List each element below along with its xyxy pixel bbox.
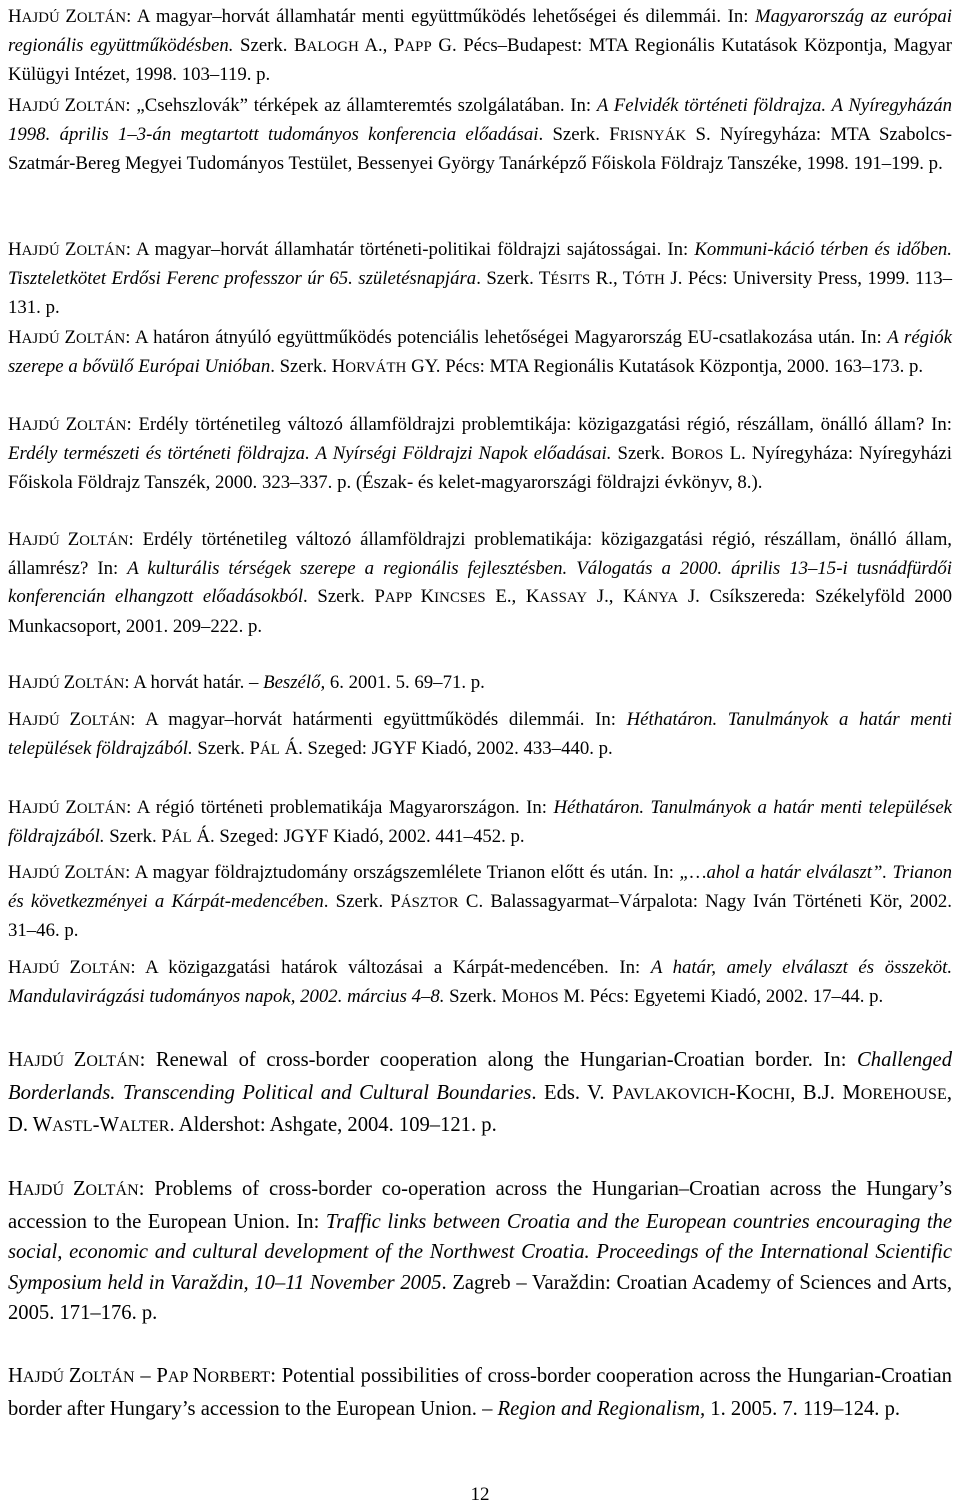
entry-title-text: Region and Regionalism, [497,1397,706,1420]
entry-text: Szerk. M [444,986,519,1008]
entry-smallcaps-text: AJDÚ [21,961,70,977]
entry-text: : A határon átnyúló együttműködés potenciális lehetőségei Magyarország EU-csatlakozása után. In: [125,327,888,348]
entry-text: H [8,672,22,693]
entry-text: Szerk. P [192,738,260,760]
entry-title-text: Traffic links between Croatia and the European countries encouraging the social, economic and cultural development of the Northwest Croatia. Proceedings of the International Scientific Symposium held in Varaždin, 10–11 November 2005 [8,1210,952,1294]
entry-text: H [8,327,22,348]
entry-smallcaps-text: ÁL [259,742,280,759]
entry-text: : A magyar–horvát államhatár menti együttműködés lehetőségei és dilemmái. In: [126,6,755,27]
entry-smallcaps-text: AJDÚ [21,801,66,817]
entry-text: M. Pécs: Egyetemi Kiadó, 2002. 17–44. p. [558,986,884,1008]
bib-entry [8,1174,952,1329]
entry-text: . Szerk. H [270,356,346,378]
entry-text: Z [67,529,80,550]
entry-text: -W [92,1114,119,1137]
entry-text: : Problems of cross-border co-operation across the Hungarian–Croatian across the Hungary’s accession to the European Union. In: [8,1178,952,1233]
entry-text: , D. W [8,1081,952,1137]
entry-text: Á. Szeged: JGYF Kiadó, 2002. 433–440. p. [279,738,613,760]
entry-text: Z [64,327,76,348]
entry-smallcaps-text: ORBERT [207,1369,271,1386]
entry-text: . Aldershot: Ashgate, 2004. 109–121. p. [169,1114,497,1137]
entry-text: Z [65,414,78,435]
entry-text: Z [69,957,82,978]
entry-text: : Erdély történetileg változó államföldrajzi problemtikája: közigazgatási régió, részállam, önálló állam? In: [126,414,952,435]
entry-smallcaps-text: AJDÚ [21,713,70,729]
entry-text: G. Pécs–Budapest: MTA Regionális Kutatások Központja, Magyar Külügyi Intézet, 1998. 103–119. p. [8,35,952,86]
entry-smallcaps-text: OLTÁN [75,331,126,347]
bib-entry [8,954,952,1012]
entry-text: R., T [590,268,635,290]
entry-text: H [8,239,22,260]
entry-text: : A közigazgatási határok változásai a Kárpát-medencében. In: [130,957,651,978]
entry-text: H [8,797,22,818]
entry-text: , B.J. M [790,1081,861,1104]
entry-text: Z [64,95,77,116]
entry-smallcaps-text: ÓTH [634,272,665,289]
entry-smallcaps-text: ÁSZTOR [400,895,459,912]
entry-text: H [8,414,22,435]
entry-title-text: Héthatáron. Tanulmányok a határ menti települések földrajzából. [8,797,952,848]
entry-smallcaps-text: AJDÚ [22,1182,73,1199]
entry-text: H [8,1178,23,1200]
entry-smallcaps-text: OLTÁN [79,533,129,549]
entry-text: K [420,586,435,608]
entry-text: Z [64,239,77,260]
entry-smallcaps-text: OLTÁN [86,1053,140,1070]
bib-entry [8,324,952,382]
bib-entry [8,526,952,641]
entry-smallcaps-text: AJDÚ [21,10,66,26]
bib-entry [8,411,952,498]
entry-smallcaps-text: OHOS [518,990,559,1007]
entry-smallcaps-text: OLTÁN [76,243,126,259]
entry-smallcaps-text: APP [384,590,421,607]
entry-text: N [192,1365,208,1387]
entry-smallcaps-text: AJDÚ [21,331,65,347]
entry-smallcaps-text: AJDÚ [21,99,65,115]
entry-smallcaps-text: AP [167,1369,193,1386]
entry-smallcaps-text: ÁNYA [636,590,679,607]
entry-text: – P [134,1365,168,1387]
entry-smallcaps-text: ASTL [52,1118,93,1136]
entry-text: H [8,6,22,27]
entry-smallcaps-text: INCSES [434,590,486,607]
entry-smallcaps-text: OLTÁN [76,99,126,115]
entry-text: H [8,1049,23,1071]
entry-title-text: A határ, amely elválaszt és összeköt. Mandulavirágzási tudományos napok, 2002. március 4–8. [8,957,953,1008]
entry-smallcaps-text: AJDÚ [22,1369,69,1386]
entry-title-text: Magyarország az európai regionális együttműködésben. [8,6,952,57]
entry-text: E., K [485,586,540,608]
entry-text: Á. Szeged: JGYF Kiadó, 2002. 441–452. p. [191,826,525,848]
entry-title-text: A kulturális térségek szerepe a regionális fejlesztésben. Válogatás a 2000. április 13–15-i tusnádfürdői konferencián elhangzott előadásokból [8,558,952,608]
entry-text: H [8,709,22,730]
entry-smallcaps-text: ORVÁTH [345,360,407,377]
entry-text: Szerk. P [104,826,172,848]
entry-text: J. Csíkszereda: Székelyföld 2000 Munkacsoport, 2001. 209–222. p. [8,586,952,637]
entry-text: -K [729,1081,751,1104]
entry-smallcaps-text: APP [404,39,432,56]
entry-text: : A magyar földrajztudomány országszemlélete Trianon előtt és után. In: [125,862,680,883]
entry-smallcaps-text: AJDÚ [21,866,65,882]
entry-title-text: A régiók szerepe a bővülő Európai Unióban [8,327,952,378]
entry-text: 6. 2001. 5. 69–71. p. [325,672,485,693]
entry-smallcaps-text: OLTÁN [76,801,127,817]
entry-text: Z [68,1365,82,1387]
entry-text: Szerk. B [611,443,684,465]
bib-entry [8,706,952,764]
entry-text: . Szerk. F [538,124,620,146]
entry-text: : „Csehszlovák” térképek az államteremtés szolgálatában. In: [125,95,597,116]
entry-title-text: A Felvidék történeti földrajza. A Nyíregyházán 1998. április 1–3-án megtartott tudományos konferencia előadásai [8,95,953,146]
entry-text: J., K [587,586,637,608]
entry-text: . Szerk. T [476,268,551,290]
entry-text: Z [65,6,77,27]
entry-text: H [8,529,22,550]
bib-entry [8,794,952,852]
entry-text: Z [72,1178,86,1200]
entry-text: Szerk. B [233,35,307,57]
entry-text: . Eds. V. P [531,1081,624,1104]
entry-smallcaps-text: OLTÁN [81,713,131,729]
entry-text: A., P [358,35,405,57]
entry-title-text: Kommuni-káció térben és időben. Tiszteletkötet Erdősi Ferenc professzor úr 65. születésnapjára [8,239,953,290]
entry-smallcaps-text: ÉSITS [550,272,591,289]
entry-text: : A magyar–horvát államhatár történeti-politikai földrajzi sajátosságai. In: [125,239,695,260]
entry-smallcaps-text: OLTÁN [77,418,127,434]
entry-text: L. Nyíregyháza: Nyíregyházi Főiskola Földrajz Tanszék, 2000. 323–337. p. (Észak- és kelet-magyarországi földrajzi évkönyv, 8.). [8,443,952,494]
entry-smallcaps-text: AJDÚ [21,533,68,549]
entry-smallcaps-text: OREHOUSE [860,1085,947,1103]
entry-text: Z [63,672,76,693]
entry-text: . Szerk. P [303,586,385,608]
entry-text: : A horvát határ. – [124,672,264,693]
entry-title-text: Héthatáron. Tanulmányok a határ menti települések földrajzából. [8,709,953,760]
entry-text: : Erdély történetileg változó államföldrajzi problematikája: közigazgatási régió, részállam, önálló állam, államrész? In: [8,529,953,580]
entry-smallcaps-text: ÁL [171,830,192,847]
entry-smallcaps-text: OLTÁN [75,866,126,882]
entry-text: H [8,862,22,883]
entry-title-text: Beszélő, [263,672,326,693]
page-number: 12 [470,1484,490,1505]
bib-entry [8,1045,952,1143]
entry-text: Z [64,862,76,883]
entry-smallcaps-text: AVLAKOVICH [623,1085,729,1103]
entry-smallcaps-text: AJDÚ [22,1053,74,1070]
entry-text: H [8,95,22,116]
entry-smallcaps-text: OCHI [750,1085,791,1103]
entry-text: : A magyar–horvát határmenti együttműködés dilemmái. In: [130,709,627,730]
entry-text: : A régió történeti problematikája Magyarországon. In: [126,797,554,818]
entry-smallcaps-text: ALOGH [306,39,359,56]
entry-smallcaps-text: OROS [683,447,724,464]
entry-smallcaps-text: OLTÁN [81,1369,135,1386]
entry-text: S. Nyíregyháza: MTA Szabolcs-Szatmár-Bereg Megyei Tudományos Testület, Bessenyei György Tanárképző Főiskola Földrajz Tanszéke, 1998. 191–199. p. [8,124,952,175]
entry-text: H [8,1365,23,1387]
entry-smallcaps-text: ASSAY [539,590,588,607]
entry-smallcaps-text: OLTÁN [75,676,125,692]
entry-smallcaps-text: OLTÁN [81,961,131,977]
entry-text: . Zagreb – Varaždin: Croatian Academy of Sciences and Arts, 2005. 171–176. p. [8,1271,952,1325]
entry-smallcaps-text: AJDÚ [21,676,64,692]
entry-smallcaps-text: OLTÁN [85,1182,139,1199]
entry-text: GY. Pécs: MTA Regionális Kutatások Központja, 2000. 163–173. p. [406,356,924,378]
bib-entry [8,92,952,179]
entry-text: Z [65,797,77,818]
bib-entry [8,3,952,90]
bib-entry [8,859,952,946]
bib-entry [8,236,952,323]
entry-text: Z [69,709,82,730]
entry-smallcaps-text: AJDÚ [21,418,66,434]
entry-smallcaps-text: RISNYÁK [619,128,687,145]
entry-smallcaps-text: ALTER [118,1118,170,1136]
entry-text: Z [73,1049,87,1071]
entry-smallcaps-text: OLTÁN [76,10,127,26]
entry-title-text: Challenged Borderlands. Transcending Political and Cultural Boundaries [8,1049,952,1104]
entry-smallcaps-text: AJDÚ [21,243,65,259]
entry-text: H [8,957,22,978]
entry-text: J. Pécs: University Press, 1999. 113–131. p. [8,268,952,319]
entry-title-text: „…ahol a határ elválaszt”. Trianon és következményei a Kárpát-medencében [8,862,952,913]
entry-text: : Renewal of cross-border cooperation along the Hungarian-Croatian border. In: [139,1049,858,1071]
entry-text: 1. 2005. 7. 119–124. p. [705,1397,901,1420]
entry-text: C. Balassagyarmat–Várpalota: Nagy Iván Történeti Kör, 2002. 31–46. p. [8,891,952,942]
entry-text: . Szerk. P [323,891,401,913]
entry-title-text: Erdély természeti és történeti földrajza. A Nyírségi Földrajzi Napok előadásai. [8,443,612,465]
bib-entry [8,669,952,698]
entry-text: : Potential possibilities of cross-border cooperation across the Hungarian-Croatian border after Hungary’s accession to the European Union. – [8,1365,952,1420]
bib-entry [8,1361,952,1424]
